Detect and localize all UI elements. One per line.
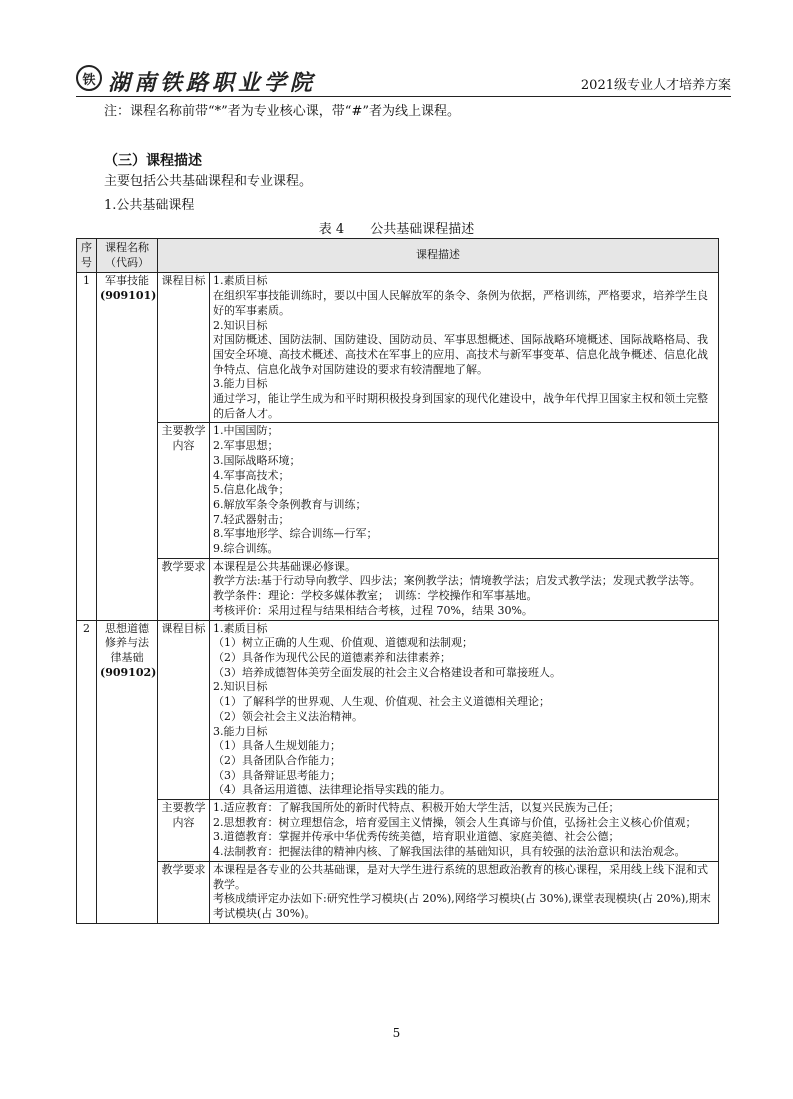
description-line: （1）树立正确的人生观、价值观、道德观和法制观；: [213, 636, 473, 650]
course-code: (909102): [100, 665, 157, 679]
section-label: 教学要求: [158, 558, 210, 620]
header-no: 序号: [77, 239, 97, 273]
description-line: 本课程是各专业的公共基础课，是对大学生进行系统的思想政治教育的核心课程，采用线上线下混和式教学。: [213, 862, 708, 891]
description-line: 在组织军事技能训练时，要以中国人民解放军的条令、条例为依据，严格训练，严格要求，培养学生良好的军事素质。: [213, 289, 708, 317]
section-description: [210, 558, 719, 620]
section-intro: 主要包括公共基础课程和专业课程。: [104, 174, 313, 189]
table-row: [77, 620, 719, 799]
description-line: 通过学习，能让学生成为和平时期积极投身到国家的现代化建设中，战争年代捍卫国家主权和领土完整的后备人才。: [213, 392, 708, 420]
section-label: 主要教学内容: [158, 800, 210, 862]
table-row: [77, 800, 719, 862]
description-line: 2.知识目标: [213, 318, 268, 332]
description-line: 考核成绩评定办法如下:研究性学习模块(占 20%),网络学习模块(占 30%),课堂表现模块(占 20%),期末考试模块(占 30%)。: [213, 892, 711, 920]
description-line: 6.解放军条令条例教育与训练；: [213, 497, 367, 511]
page-number: 5: [392, 1026, 401, 1040]
section-description: [210, 861, 719, 923]
section-description: [210, 423, 719, 558]
description-line: 4.军事高技术；: [213, 468, 290, 482]
page-header: [76, 62, 731, 97]
header-name: 课程名称（代码）: [97, 239, 158, 273]
section-label: 课程目标: [158, 620, 210, 799]
table-row: [77, 861, 719, 923]
description-line: （3）具备辩证思考能力；: [213, 768, 341, 782]
table-row: [77, 558, 719, 620]
description-line: （1）具备人生规划能力；: [213, 739, 341, 753]
section-label: 课程目标: [158, 273, 210, 423]
section-description: [210, 800, 719, 862]
table-row: [77, 423, 719, 558]
college-logo-icon: 铁: [76, 65, 102, 91]
description-line: 考核评价：采用过程与结果相结合考核，过程 70%，结果 30%。: [213, 603, 533, 617]
course-name: 军事技能: [105, 274, 149, 288]
description-line: （2）领会社会主义法治精神。: [213, 709, 363, 723]
section-title: （三）课程描述: [104, 153, 202, 169]
description-line: 3.道德教育：掌握并传承中华优秀传统美德，培育职业道德、家庭美德、社会公德；: [213, 830, 620, 844]
description-line: 对国防概述、国防法制、国防建设、国防动员、军事思想概述、国际战略环境概述、国际战略格局、我国安全环境、高技术概述、高技术在军事上的应用、高技术与新军事变革、信息化战争概述、信息化战争特点、信息化战争对国防建设的要求有较清醒地了解。: [213, 333, 708, 376]
description-line: （2）具备作为现代公民的道德素养和法律素养；: [213, 650, 451, 664]
course-number: 2: [77, 620, 97, 923]
description-line: （2）具备团队合作能力；: [213, 753, 341, 767]
description-line: 3.能力目标: [213, 724, 268, 738]
description-line: 3.能力目标: [213, 377, 268, 391]
description-line: 1.素质目标: [213, 274, 268, 288]
description-line: 2.思想教育：树立理想信念，培育爱国主义情操，领会人生真谛与价值，弘扬社会主义核心价值观；: [213, 815, 697, 829]
description-line: 5.信息化战争；: [213, 483, 290, 497]
description-line: 4.法制教育：把握法律的精神内核、了解我国法律的基础知识，具有较强的法治意识和法治观念。: [213, 845, 686, 859]
description-line: （1）了解科学的世界观、人生观、价值观、社会主义道德相关理论；: [213, 695, 550, 709]
section-label: 主要教学内容: [158, 423, 210, 558]
section-label: 教学要求: [158, 861, 210, 923]
header-desc: 课程描述: [158, 239, 719, 273]
table-header-row: [77, 239, 719, 273]
table-caption: 表 4 公共基础课程描述: [318, 222, 475, 237]
course-code: (909101): [100, 289, 157, 303]
section-description: [210, 273, 719, 423]
description-line: 教学方法:基于行动导向教学、四步法；案例教学法；情境教学法；启发式教学法；发现式教学法等。: [213, 574, 701, 588]
header-plan-title: 2021级专业人才培养方案: [580, 78, 731, 93]
course-name-cell: [97, 273, 158, 620]
description-line: 2.知识目标: [213, 680, 268, 694]
description-line: （3）培养成德智体美劳全面发展的社会主义合格建设者和可靠接班人。: [213, 665, 561, 679]
description-line: （4）具备运用道德、法律理论指导实践的能力。: [213, 783, 451, 797]
description-line: 9.综合训练。: [213, 542, 279, 556]
description-line: 1.适应教育：了解我国所处的新时代特点、积极开始大学生活，以复兴民族为己任；: [213, 801, 620, 815]
subsection-title: 1.公共基础课程: [104, 198, 195, 213]
course-name-cell: [97, 620, 158, 923]
description-line: 1.中国国防；: [213, 424, 279, 438]
course-name: 思想道德修养与法律基础: [105, 621, 149, 664]
course-description-table: [76, 238, 719, 924]
table-row: [77, 273, 719, 423]
section-description: [210, 620, 719, 799]
description-line: 本课程是公共基础课必修课。: [213, 559, 356, 573]
description-line: 1.素质目标: [213, 621, 268, 635]
course-number: 1: [77, 273, 97, 620]
description-line: 2.军事思想；: [213, 439, 279, 453]
description-line: 3.国际战略环境；: [213, 453, 301, 467]
college-name-logo: 湖南铁路职业学院: [108, 70, 317, 96]
description-line: 8.军事地形学、综合训练—行军；: [213, 527, 378, 541]
description-line: 7.轻武器射击；: [213, 512, 290, 526]
course-marker-note: 注：课程名称前带“*”者为专业核心课，带“#”者为线上课程。: [104, 104, 460, 119]
description-line: 教学条件：理论：学校多媒体教室； 训练：学校操作和军事基地。: [213, 589, 538, 603]
